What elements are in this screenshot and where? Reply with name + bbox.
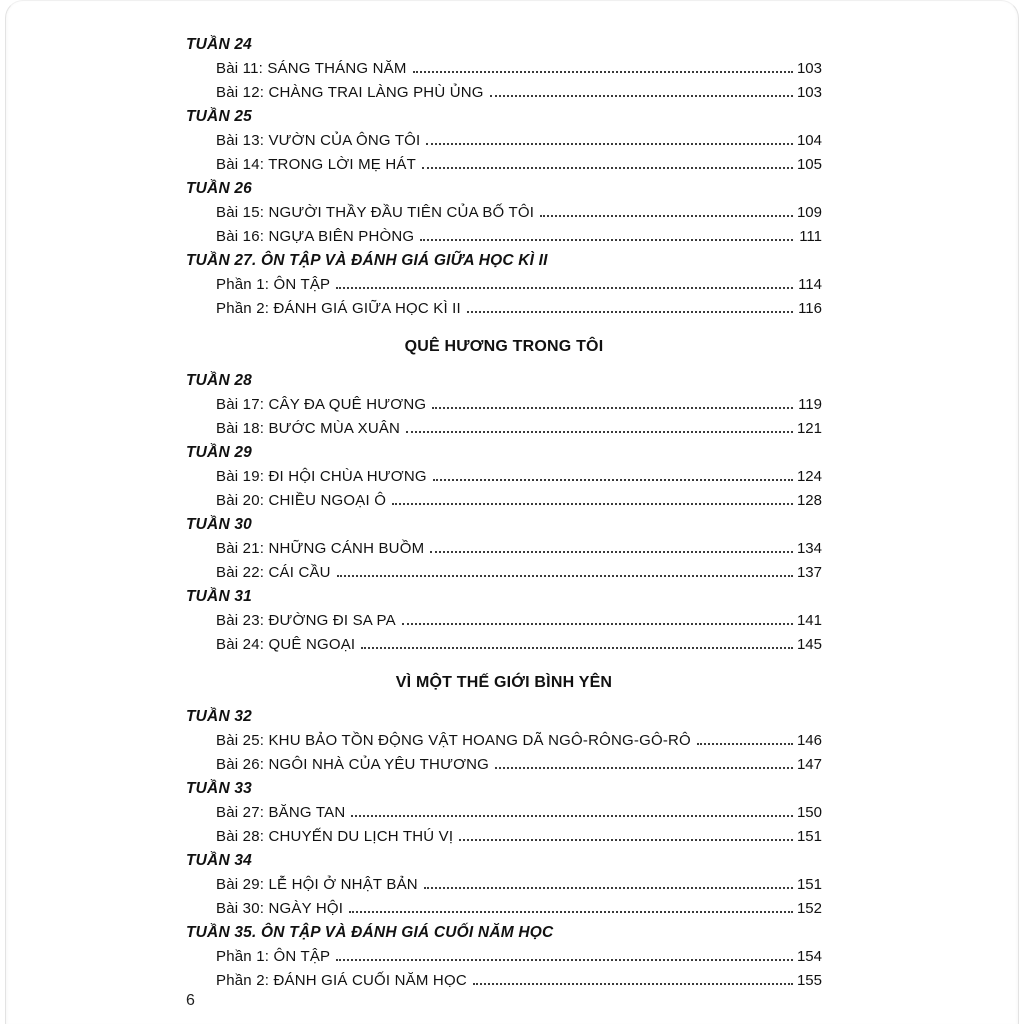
- toc-entry-page: 154: [796, 948, 822, 965]
- dot-leader: [392, 503, 793, 505]
- toc-week-heading: TUẦN 25: [186, 108, 252, 125]
- toc-page: [5, 0, 1019, 1024]
- toc-entry-page: 119: [798, 396, 822, 413]
- dot-leader: [402, 623, 793, 625]
- toc-entry-page: 128: [796, 492, 822, 509]
- dot-leader: [490, 95, 793, 97]
- toc-entry-page: 145: [796, 636, 822, 653]
- toc-entry: [186, 561, 822, 585]
- toc-entry-page: 111: [799, 228, 822, 245]
- toc-entry: [186, 825, 822, 849]
- toc-entry-page: 146: [796, 732, 822, 749]
- dot-leader: [426, 143, 793, 145]
- toc-entry-label: Phần 1: ÔN TẬP: [216, 948, 331, 965]
- toc-entry-page: 103: [796, 60, 822, 77]
- toc-entry-page: 116: [798, 300, 822, 317]
- toc-entry-label: Bài 19: ĐI HỘI CHÙA HƯƠNG: [216, 468, 427, 485]
- toc-entry-label: Bài 17: CÂY ĐA QUÊ HƯƠNG: [216, 396, 427, 413]
- toc-entry-page: 104: [796, 132, 822, 149]
- toc-week-heading: TUẦN 29: [186, 444, 252, 461]
- dot-leader: [336, 959, 793, 961]
- toc-entry: [186, 609, 822, 633]
- dot-leader: [422, 167, 793, 169]
- dot-leader: [420, 239, 793, 241]
- toc-entry: [186, 873, 822, 897]
- dot-leader: [337, 575, 793, 577]
- toc-entry-page: 137: [796, 564, 822, 581]
- toc-week-heading: TUẦN 30: [186, 516, 252, 533]
- toc-entry-label: Bài 29: LỄ HỘI Ở NHẬT BẢN: [216, 876, 418, 893]
- toc-entry-page: 134: [796, 540, 822, 557]
- dot-leader: [433, 479, 793, 481]
- toc-entry-label: Bài 11: SÁNG THÁNG NĂM: [216, 60, 407, 77]
- toc-entry-label: Phần 1: ÔN TẬP: [216, 276, 331, 293]
- toc-entry-label: Bài 18: BƯỚC MÙA XUÂN: [216, 420, 401, 437]
- toc-entry-page: 155: [796, 972, 822, 989]
- toc-entry-page: 124: [796, 468, 822, 485]
- toc-entry: [186, 129, 822, 153]
- toc-section-heading: QUÊ HƯƠNG TRONG TÔI: [404, 338, 604, 355]
- toc-entry-label: Bài 21: NHỮNG CÁNH BUỒM: [216, 540, 425, 557]
- toc-entry-page: 141: [796, 612, 822, 629]
- toc-entry: [186, 297, 822, 321]
- toc-entry: [186, 489, 822, 513]
- toc-week-heading: TUẦN 32: [186, 708, 252, 725]
- toc-entry-page: 114: [798, 276, 822, 293]
- toc-week-heading: TUẦN 33: [186, 780, 252, 797]
- dot-leader: [361, 647, 793, 649]
- toc-entry-page: 121: [796, 420, 822, 437]
- toc-entry: [186, 897, 822, 921]
- toc-entry-label: Bài 12: CHÀNG TRAI LÀNG PHÙ ỦNG: [216, 84, 484, 101]
- toc-entry-page: 103: [796, 84, 822, 101]
- toc-entry: [186, 201, 822, 225]
- dot-leader: [459, 839, 793, 841]
- toc-entry-label: Phần 2: ĐÁNH GIÁ CUỐI NĂM HỌC: [216, 972, 467, 989]
- toc-week-heading: TUẦN 26: [186, 180, 252, 197]
- toc-entry: [186, 801, 822, 825]
- toc-week-heading: TUẦN 35. ÔN TẬP VÀ ĐÁNH GIÁ CUỐI NĂM HỌC: [186, 924, 554, 941]
- toc-week-heading: TUẦN 31: [186, 588, 252, 605]
- dot-leader: [424, 887, 793, 889]
- dot-leader: [351, 815, 793, 817]
- toc-week-heading: TUẦN 27. ÔN TẬP VÀ ĐÁNH GIÁ GIỮA HỌC KÌ II: [186, 252, 548, 269]
- toc-entry: [186, 465, 822, 489]
- toc-entry-label: Phần 2: ĐÁNH GIÁ GIỮA HỌC KÌ II: [216, 300, 461, 317]
- dot-leader: [336, 287, 793, 289]
- toc-entry-label: Bài 16: NGỰA BIÊN PHÒNG: [216, 228, 415, 245]
- toc-entry: [186, 969, 822, 993]
- toc-entry-label: Bài 13: VƯỜN CỦA ÔNG TÔI: [216, 132, 421, 149]
- toc-entry-label: Bài 15: NGƯỜI THẦY ĐẦU TIÊN CỦA BỐ TÔI: [216, 204, 535, 221]
- toc-entry-label: Bài 27: BĂNG TAN: [216, 804, 346, 821]
- toc-entry: [186, 81, 822, 105]
- toc-entry-label: Bài 23: ĐƯỜNG ĐI SA PA: [216, 612, 396, 629]
- dot-leader: [697, 743, 793, 745]
- dot-leader: [467, 311, 793, 313]
- toc-entry: [186, 945, 822, 969]
- toc-entry: [186, 417, 822, 441]
- toc-list: [186, 33, 822, 993]
- toc-entry: [186, 57, 822, 81]
- toc-week-heading: TUẦN 28: [186, 372, 252, 389]
- dot-leader: [430, 551, 793, 553]
- toc-entry: [186, 753, 822, 777]
- toc-entry-page: 109: [796, 204, 822, 221]
- toc-section-heading: VÌ MỘT THẾ GIỚI BÌNH YÊN: [395, 674, 613, 691]
- toc-entry-label: Bài 14: TRONG LỜI MẸ HÁT: [216, 156, 416, 173]
- toc-entry-label: Bài 28: CHUYẾN DU LỊCH THÚ VỊ: [216, 828, 454, 845]
- toc-entry-label: Bài 20: CHIỀU NGOẠI Ô: [216, 492, 387, 509]
- dot-leader: [406, 431, 793, 433]
- toc-entry-page: 105: [796, 156, 822, 173]
- toc-entry: [186, 729, 822, 753]
- toc-week-heading: TUẦN 34: [186, 852, 252, 869]
- toc-entry-label: Bài 25: KHU BẢO TỒN ĐỘNG VẬT HOANG DÃ NGÔ-RÔNG-GÔ-RÔ: [216, 732, 691, 749]
- toc-entry: [186, 393, 822, 417]
- toc-entry-page: 150: [796, 804, 822, 821]
- toc-entry-label: Bài 30: NGÀY HỘI: [216, 900, 344, 917]
- toc-entry-page: 151: [796, 828, 822, 845]
- dot-leader: [495, 767, 793, 769]
- dot-leader: [473, 983, 793, 985]
- dot-leader: [432, 407, 793, 409]
- dot-leader: [349, 911, 793, 913]
- toc-entry-label: Bài 22: CÁI CẦU: [216, 564, 331, 581]
- page-number: 6: [186, 992, 195, 1009]
- toc-entry-page: 151: [796, 876, 822, 893]
- toc-entry: [186, 225, 822, 249]
- toc-entry: [186, 537, 822, 561]
- toc-entry: [186, 633, 822, 657]
- toc-entry-label: Bài 26: NGÔI NHÀ CỦA YÊU THƯƠNG: [216, 756, 490, 773]
- toc-entry-label: Bài 24: QUÊ NGOẠI: [216, 636, 356, 653]
- toc-entry-page: 152: [796, 900, 822, 917]
- dot-leader: [540, 215, 793, 217]
- toc-week-heading: TUẦN 24: [186, 36, 252, 53]
- toc-entry: [186, 273, 822, 297]
- toc-entry-page: 147: [796, 756, 822, 773]
- dot-leader: [413, 71, 793, 73]
- toc-entry: [186, 153, 822, 177]
